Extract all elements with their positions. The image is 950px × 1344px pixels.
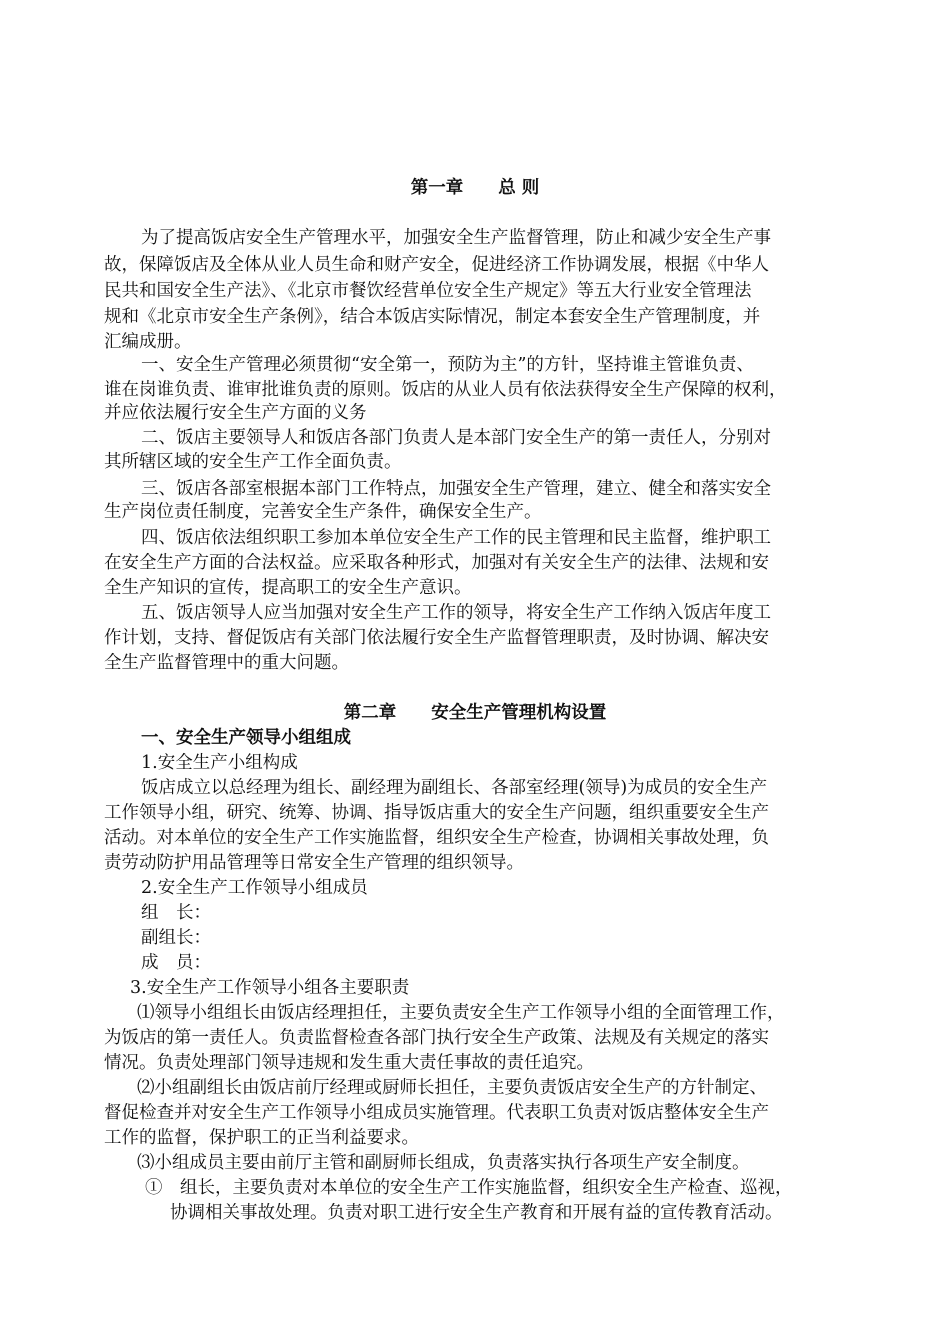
duty-1-line: ⑴领导小组组长由饭店经理担任，主要负责安全生产工作领导小组的全面管理工作， — [137, 1003, 785, 1023]
item-3-heading: 3.安全生产工作领导小组各主要职责 — [130, 978, 410, 998]
duty-1-line: 情况。负责处理部门领导违规和发生重大责任事故的责任追究。 — [104, 1053, 594, 1073]
article-3-line: 三、饭店各部室根据本部门工作特点，加强安全生产管理，建立、健全和落实安全 — [141, 479, 771, 499]
chapter-1-title: 第一章 总 则 — [410, 178, 540, 198]
item-1-body-line: 工作领导小组，研究、统筹、协调、指导饭店重大的安全生产问题，组织重要安全生产 — [104, 803, 769, 823]
article-1-line: 并应依法履行安全生产方面的义务 — [104, 403, 367, 423]
preamble-line: 民共和国安全生产法》、《北京市餐饮经营单位安全生产规定》等五大行业安全管理法 — [104, 281, 752, 301]
duty-2-line: ⑵小组副组长由饭店前厅经理或厨师长担任，主要负责饭店安全生产的方针制定、 — [137, 1078, 767, 1098]
preamble-line: 规和《北京市安全生产条例》，结合本饭店实际情况，制定本套安全生产管理制度，并 — [104, 307, 761, 327]
sub-item-1-line: ① 组长，主要负责对本单位的安全生产工作实施监督，组织安全生产检查、巡视， — [145, 1178, 793, 1198]
article-4-line: 四、饭店依法组织职工参加本单位安全生产工作的民主管理和民主监督，维护职工 — [141, 528, 771, 548]
item-1-heading: 1.安全生产小组构成 — [141, 753, 298, 773]
item-1-body-line: 责劳动防护用品管理等日常安全生产管理的组织领导。 — [104, 853, 524, 873]
article-5-line: 五、饭店领导人应当加强对安全生产工作的领导，将安全生产工作纳入饭店年度工 — [141, 603, 771, 623]
member-role-members: 成 员： — [141, 953, 211, 973]
article-1-line: 谁在岗谁负责、谁审批谁负责的原则。饭店的从业人员有依法获得安全生产保障的权利， — [104, 380, 787, 400]
article-5-line: 全生产监督管理中的重大问题。 — [104, 653, 349, 673]
preamble-line: 故，保障饭店及全体从业人员生命和财产安全，促进经济工作协调发展，根据《中华人 — [104, 255, 769, 275]
article-2-line: 二、饭店主要领导人和饭店各部门负责人是本部门安全生产的第一责任人，分别对 — [141, 428, 771, 448]
duty-2-line: 督促检查并对安全生产工作领导小组成员实施管理。代表职工负责对饭店整体安全生产 — [104, 1103, 769, 1123]
duty-3-line: ⑶小组成员主要由前厅主管和副厨师长组成，负责落实执行各项生产安全制度。 — [137, 1153, 750, 1173]
article-4-line: 全生产知识的宣传，提高职工的安全生产意识。 — [104, 578, 472, 598]
duty-1-line: 为饭店的第一责任人。负责监督检查各部门执行安全生产政策、法规及有关规定的落实 — [104, 1028, 769, 1048]
item-1-body-line: 活动。对本单位的安全生产工作实施监督，组织安全生产检查，协调相关事故处理，负 — [104, 828, 769, 848]
article-3-line: 生产岗位责任制度，完善安全生产条件，确保安全生产。 — [104, 502, 542, 522]
article-1-line: 一、安全生产管理必须贯彻“安全第一，预防为主”的方针，坚持谁主管谁负责、 — [141, 355, 754, 375]
member-role-leader: 组 长： — [141, 903, 211, 923]
section-1-heading: 一、安全生产领导小组组成 — [141, 728, 351, 748]
sub-item-1-line: 协调相关事故处理。负责对职工进行安全生产教育和开展有益的宣传教育活动。 — [170, 1203, 783, 1223]
preamble-line: 为了提高饭店安全生产管理水平，加强安全生产监督管理，防止和减少安全生产事 — [141, 228, 771, 248]
item-2-heading: 2.安全生产工作领导小组成员 — [141, 878, 368, 898]
item-1-body-line: 饭店成立以总经理为组长、副经理为副组长、各部室经理(领导)为成员的安全生产 — [141, 778, 768, 798]
article-5-line: 作计划，支持、督促饭店有关部门依法履行安全生产监督管理职责，及时协调、解决安 — [104, 628, 769, 648]
member-role-deputy: 副组长： — [141, 928, 211, 948]
article-2-line: 其所辖区域的安全生产工作全面负责。 — [104, 452, 402, 472]
article-4-line: 在安全生产方面的合法权益。应采取各种形式，加强对有关安全生产的法律、法规和安 — [104, 553, 769, 573]
duty-2-line: 工作的监督，保护职工的正当利益要求。 — [104, 1128, 419, 1148]
chapter-2-title: 第二章 安全生产管理机构设置 — [343, 703, 607, 723]
preamble-line: 汇编成册。 — [104, 332, 192, 352]
